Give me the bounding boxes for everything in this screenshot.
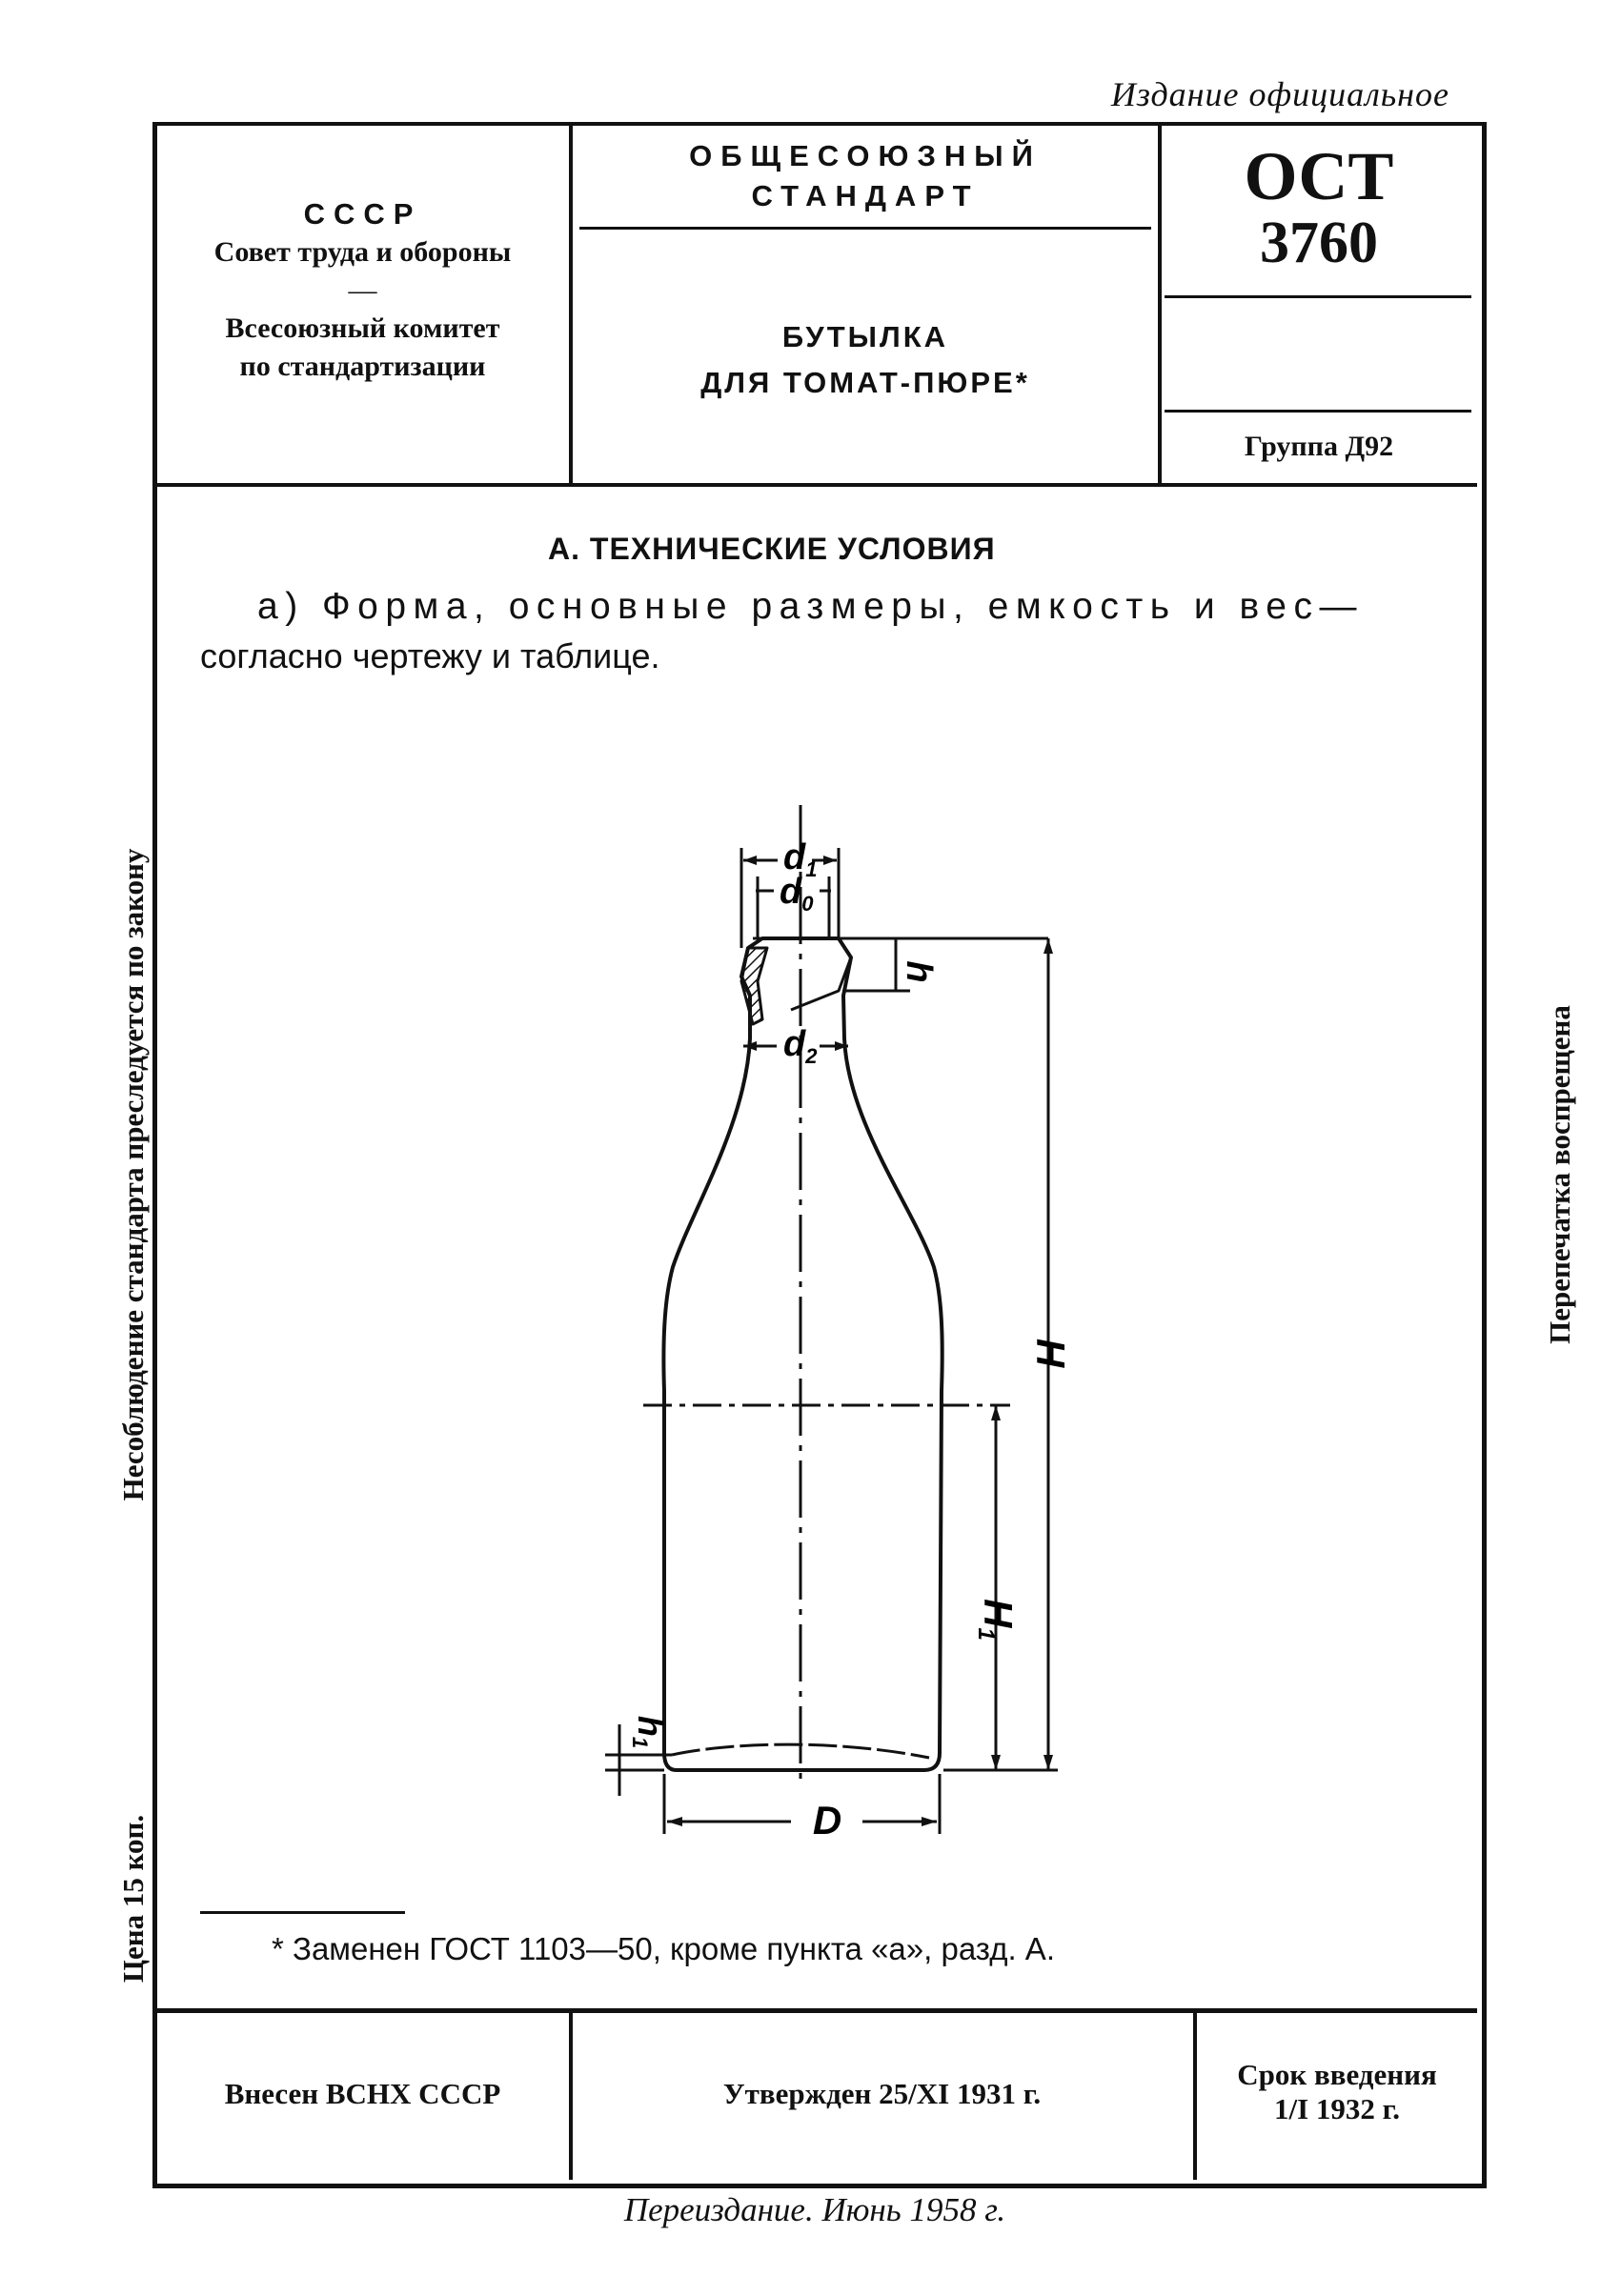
section-title: А. ТЕХНИЧЕСКИЕ УСЛОВИЯ xyxy=(548,532,996,566)
label-H1: H1 xyxy=(973,1599,1021,1641)
arrow-H1-bottom xyxy=(991,1755,1001,1770)
label-h1: h1 xyxy=(628,1715,670,1749)
label-d1: $d_1$ xyxy=(783,837,818,881)
paragraph-line-2: согласно чертежу и таблице. xyxy=(200,636,660,675)
header-divider-right xyxy=(1158,126,1162,483)
arrow-H1-top xyxy=(991,1405,1001,1420)
code-rule xyxy=(1165,295,1471,298)
group-label: Группа Д92 xyxy=(1244,431,1394,462)
committee-line-2: по стандартизации xyxy=(239,351,486,382)
label-h: h xyxy=(899,960,939,983)
label-d2: $d_2$ xyxy=(783,1024,818,1068)
edition-note: Издание официальное xyxy=(1110,75,1449,113)
standard-code-line-2: 3760 xyxy=(1260,211,1378,275)
reprint-note: Переиздание. Июнь 1958 г. xyxy=(623,2191,1006,2228)
middle-title-rule xyxy=(579,227,1151,230)
footer-divider-right xyxy=(1193,2013,1197,2180)
arrow-D-right xyxy=(922,1817,937,1826)
group-rule xyxy=(1165,410,1471,413)
label-D: D xyxy=(812,1798,842,1843)
header-divider-left xyxy=(569,126,573,483)
mouth-section xyxy=(741,948,767,1024)
paragraph-line-1: а) Форма, основные размеры, емкость и вес— xyxy=(257,586,1364,627)
effective-date-line-1: Срок введения xyxy=(1237,2058,1437,2091)
effective-date xyxy=(1199,2058,1475,2126)
arrow-d1-left xyxy=(743,856,757,865)
margin-reprint-note: Перепечатка воспрещена xyxy=(1543,1005,1576,1344)
standard-kind-line-2: СТАНДАРТ xyxy=(751,179,980,212)
standard-kind xyxy=(576,136,1155,216)
document-title-line-1: БУТЫЛКА xyxy=(781,320,949,353)
arrow-H-top xyxy=(1044,938,1053,954)
label-H: H xyxy=(1028,1338,1073,1368)
standard-code xyxy=(1163,138,1475,276)
country-label: СССР xyxy=(303,197,422,231)
bottle-drawing xyxy=(572,791,1105,1858)
arrow-D-left xyxy=(667,1817,682,1826)
committee-line-1: Всесоюзный комитет xyxy=(225,312,500,344)
footer-top-rule xyxy=(157,2008,1477,2013)
arrow-H-bottom xyxy=(1044,1755,1053,1770)
label-d0: $d_0$ xyxy=(780,872,814,916)
effective-date-line-2: 1/I 1932 г. xyxy=(1273,2092,1400,2125)
arrow-d1-right xyxy=(823,856,837,865)
header-dash: — xyxy=(348,274,377,306)
approved-date: Утвержден 25/XI 1931 г. xyxy=(722,2077,1042,2110)
header-bottom-rule xyxy=(157,483,1477,487)
introduced-by: Внесен ВСНХ СССР xyxy=(224,2077,501,2110)
council-label: Совет труда и обороны xyxy=(213,236,512,268)
footnote: * Заменен ГОСТ 1103—50, кроме пункта «а», разд. А. xyxy=(272,1931,1055,1966)
footnote-rule xyxy=(200,1911,405,1914)
footer-divider-left xyxy=(569,2013,573,2180)
standard-kind-line-1: ОБЩЕСОЮЗНЫЙ xyxy=(689,139,1042,172)
margin-price: Цена 15 коп. xyxy=(116,1814,150,1984)
standard-code-line-1: ОСТ xyxy=(1244,138,1394,214)
document-title-line-2: ДЛЯ ТОМАТ-ПЮРЕ* xyxy=(700,366,1030,399)
header-left-block xyxy=(160,195,565,386)
margin-legal-note: Несоблюдение стандарта преследуется по закону xyxy=(116,848,150,1501)
document-title xyxy=(576,314,1155,406)
